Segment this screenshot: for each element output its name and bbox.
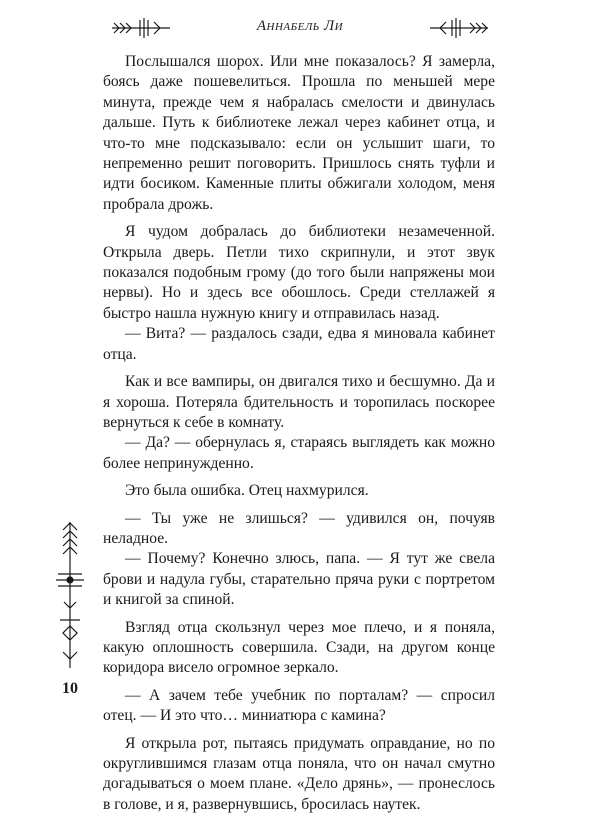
paragraph: Послышался шорох. Или мне показалось? Я замерла, боясь даже пошевелиться. Прошла по меньшей мере минута, прежде чем я набралась смелости и двинулась дальше. Путь к библиотеке лежал через кабинет отца, и что-то мне подсказывало: если он услышит шаги, то непременно решит поговорить. Пришлось снять туфли и идти босиком. Каменные плиты обжигали холодом, меня пробрала дрожь.	[103, 53, 495, 213]
paragraph: — Ты уже не злишься? — удивился он, почуяв неладное.	[103, 509, 495, 547]
body-text	[103, 52, 495, 815]
paragraph: Это была ошибка. Отец нахмурился.	[125, 482, 369, 500]
paragraph: Я открыла рот, пытаясь придумать оправдание, но по округлившимся глазам отца поняла, что он начал смутно догадываться о моем плане. «Дело дрянь», — пронеслось в голове, и я, развернувшись, бросилась наутек.	[103, 734, 495, 813]
paragraph: Я чудом добралась до библиотеки незамеченной. Открыла дверь. Петли тихо скрипнули, и этот звук показался подобным грому (до того были напряжены мои нервы). Но и здесь все обошлось. Среди стеллажей я быстро нашла нужную книгу и отправилась назад.	[103, 223, 495, 322]
page-number: 10	[62, 680, 78, 697]
header-title: Аннабель Ли	[256, 18, 344, 34]
paragraph: — Почему? Конечно злюсь, папа. — Я тут же свела брови и надула губы, старательно пряча руки с портретом и книгой за спиной.	[103, 550, 495, 609]
paragraph: Как и все вампиры, он двигался тихо и бесшумно. Да и я хороша. Потеряла бдительность и торопилась поскорее вернуться к себе в комнату.	[103, 373, 495, 431]
paragraph: — А зачем тебе учебник по порталам? — спросил отец. — И это что… миниатюра с камина?	[103, 686, 495, 725]
paragraph: Взгляд отца скользнул через мое плечо, и я поняла, какую оплошность совершила. Сзади, на другом конце коридора висело огромное зеркало.	[103, 618, 495, 677]
vertical-arrow-ornament-icon	[52, 520, 88, 670]
paragraph: — Вита? — раздалось сзади, едва я миновала кабинет отца.	[103, 325, 495, 363]
arrow-ornament-right-icon	[428, 14, 490, 42]
running-header	[0, 8, 600, 48]
paragraph: — Да? — обернулась я, стараясь выглядеть как можно более непринужденно.	[103, 434, 495, 472]
